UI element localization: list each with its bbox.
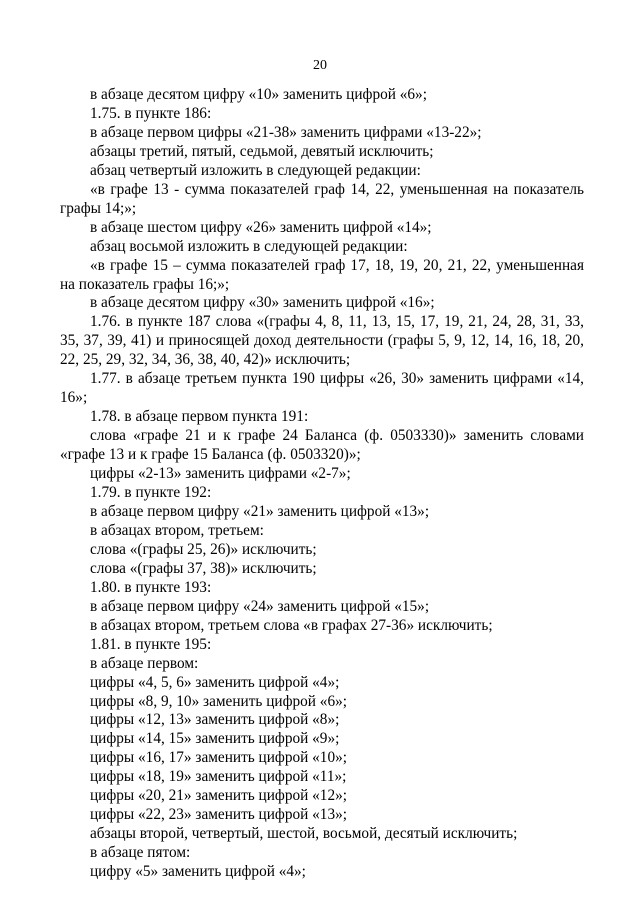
paragraph: цифры «2-13» заменить цифрами «2-7»; — [90, 465, 351, 483]
paragraph: в абзаце первом цифру «24» заменить цифрой «15»; — [90, 597, 430, 615]
paragraph: слова «(графы 37, 38)» исключить; — [90, 559, 317, 577]
page-number: 20 — [313, 58, 327, 73]
paragraph: абзац восьмой изложить в следующей редакции: — [90, 237, 408, 255]
paragraph: цифры «16, 17» заменить цифрой «10»; — [90, 749, 347, 767]
paragraph: в абзаце десятом цифру «30» заменить цифрой «16»; — [90, 294, 435, 312]
paragraph: слова «(графы 25, 26)» исключить; — [90, 540, 317, 558]
paragraph: слова «графе 21 и к графе 24 Баланса (ф. 0503330)» заменить словами «графе 13 и к графе 15 Баланса (ф. 0503320)»; — [60, 427, 584, 464]
paragraph: в абзаце первом цифры «21-38» заменить цифрами «13-22»; — [90, 123, 482, 141]
paragraph: в абзаце шестом цифру «26» заменить цифрой «14»; — [90, 218, 432, 236]
paragraph: «в графе 15 – сумма показателей граф 17, 18, 19, 20, 21, 22, уменьшенная на показатель графы 16;»; — [60, 256, 584, 293]
paragraph: в абзаце первом цифру «21» заменить цифрой «13»; — [90, 502, 430, 520]
document-body — [60, 86, 584, 882]
paragraph: 1.81. в пункте 195: — [90, 635, 212, 653]
paragraph: абзацы второй, четвертый, шестой, восьмой, десятый исключить; — [90, 825, 518, 843]
paragraph: цифры «22, 23» заменить цифрой «13»; — [90, 806, 347, 824]
paragraph: 1.75. в пункте 186: — [90, 104, 212, 122]
paragraph: в абзаце пятом: — [90, 844, 191, 862]
paragraph: абзац четвертый изложить в следующей редакции: — [90, 161, 421, 179]
paragraph: 1.80. в пункте 193: — [90, 578, 212, 596]
paragraph: цифры «18, 19» заменить цифрой «11»; — [90, 768, 347, 786]
paragraph: цифры «8, 9, 10» заменить цифрой «6»; — [90, 692, 347, 710]
paragraph: в абзацах втором, третьем слова «в графах 27-36» исключить; — [90, 616, 493, 634]
paragraph: цифры «12, 13» заменить цифрой «8»; — [90, 711, 340, 729]
paragraph: цифры «4, 5, 6» заменить цифрой «4»; — [90, 673, 340, 691]
paragraph: в абзацах втором, третьем: — [90, 521, 264, 539]
paragraph: цифры «14, 15» заменить цифрой «9»; — [90, 730, 340, 748]
paragraph: 1.76. в пункте 187 слова «(графы 4, 8, 11, 13, 15, 17, 19, 21, 24, 28, 31, 33, 35, 37, 39, 41) и приносящей доход деятельности (графы 5, 9, 12, 14, 16, 18, 20, 22, 25, 29, 32, 34, 36, 38, 40, 42)» исключить; — [60, 313, 584, 369]
paragraph: «в графе 13 - сумма показателей граф 14, 22, уменьшенная на показатель графы 14;»; — [60, 180, 584, 217]
paragraph: цифры «20, 21» заменить цифрой «12»; — [90, 787, 347, 805]
paragraph: 1.79. в пункте 192: — [90, 484, 212, 502]
paragraph: в абзаце первом: — [90, 654, 199, 672]
paragraph: 1.78. в абзаце первом пункта 191: — [90, 408, 309, 426]
paragraph: в абзаце десятом цифру «10» заменить цифрой «6»; — [90, 86, 427, 103]
paragraph: абзацы третий, пятый, седьмой, девятый исключить; — [90, 142, 434, 160]
paragraph: цифру «5» заменить цифрой «4»; — [90, 863, 306, 881]
paragraph: 1.77. в абзаце третьем пункта 190 цифры «26, 30» заменить цифрами «14, 16»; — [60, 370, 584, 407]
